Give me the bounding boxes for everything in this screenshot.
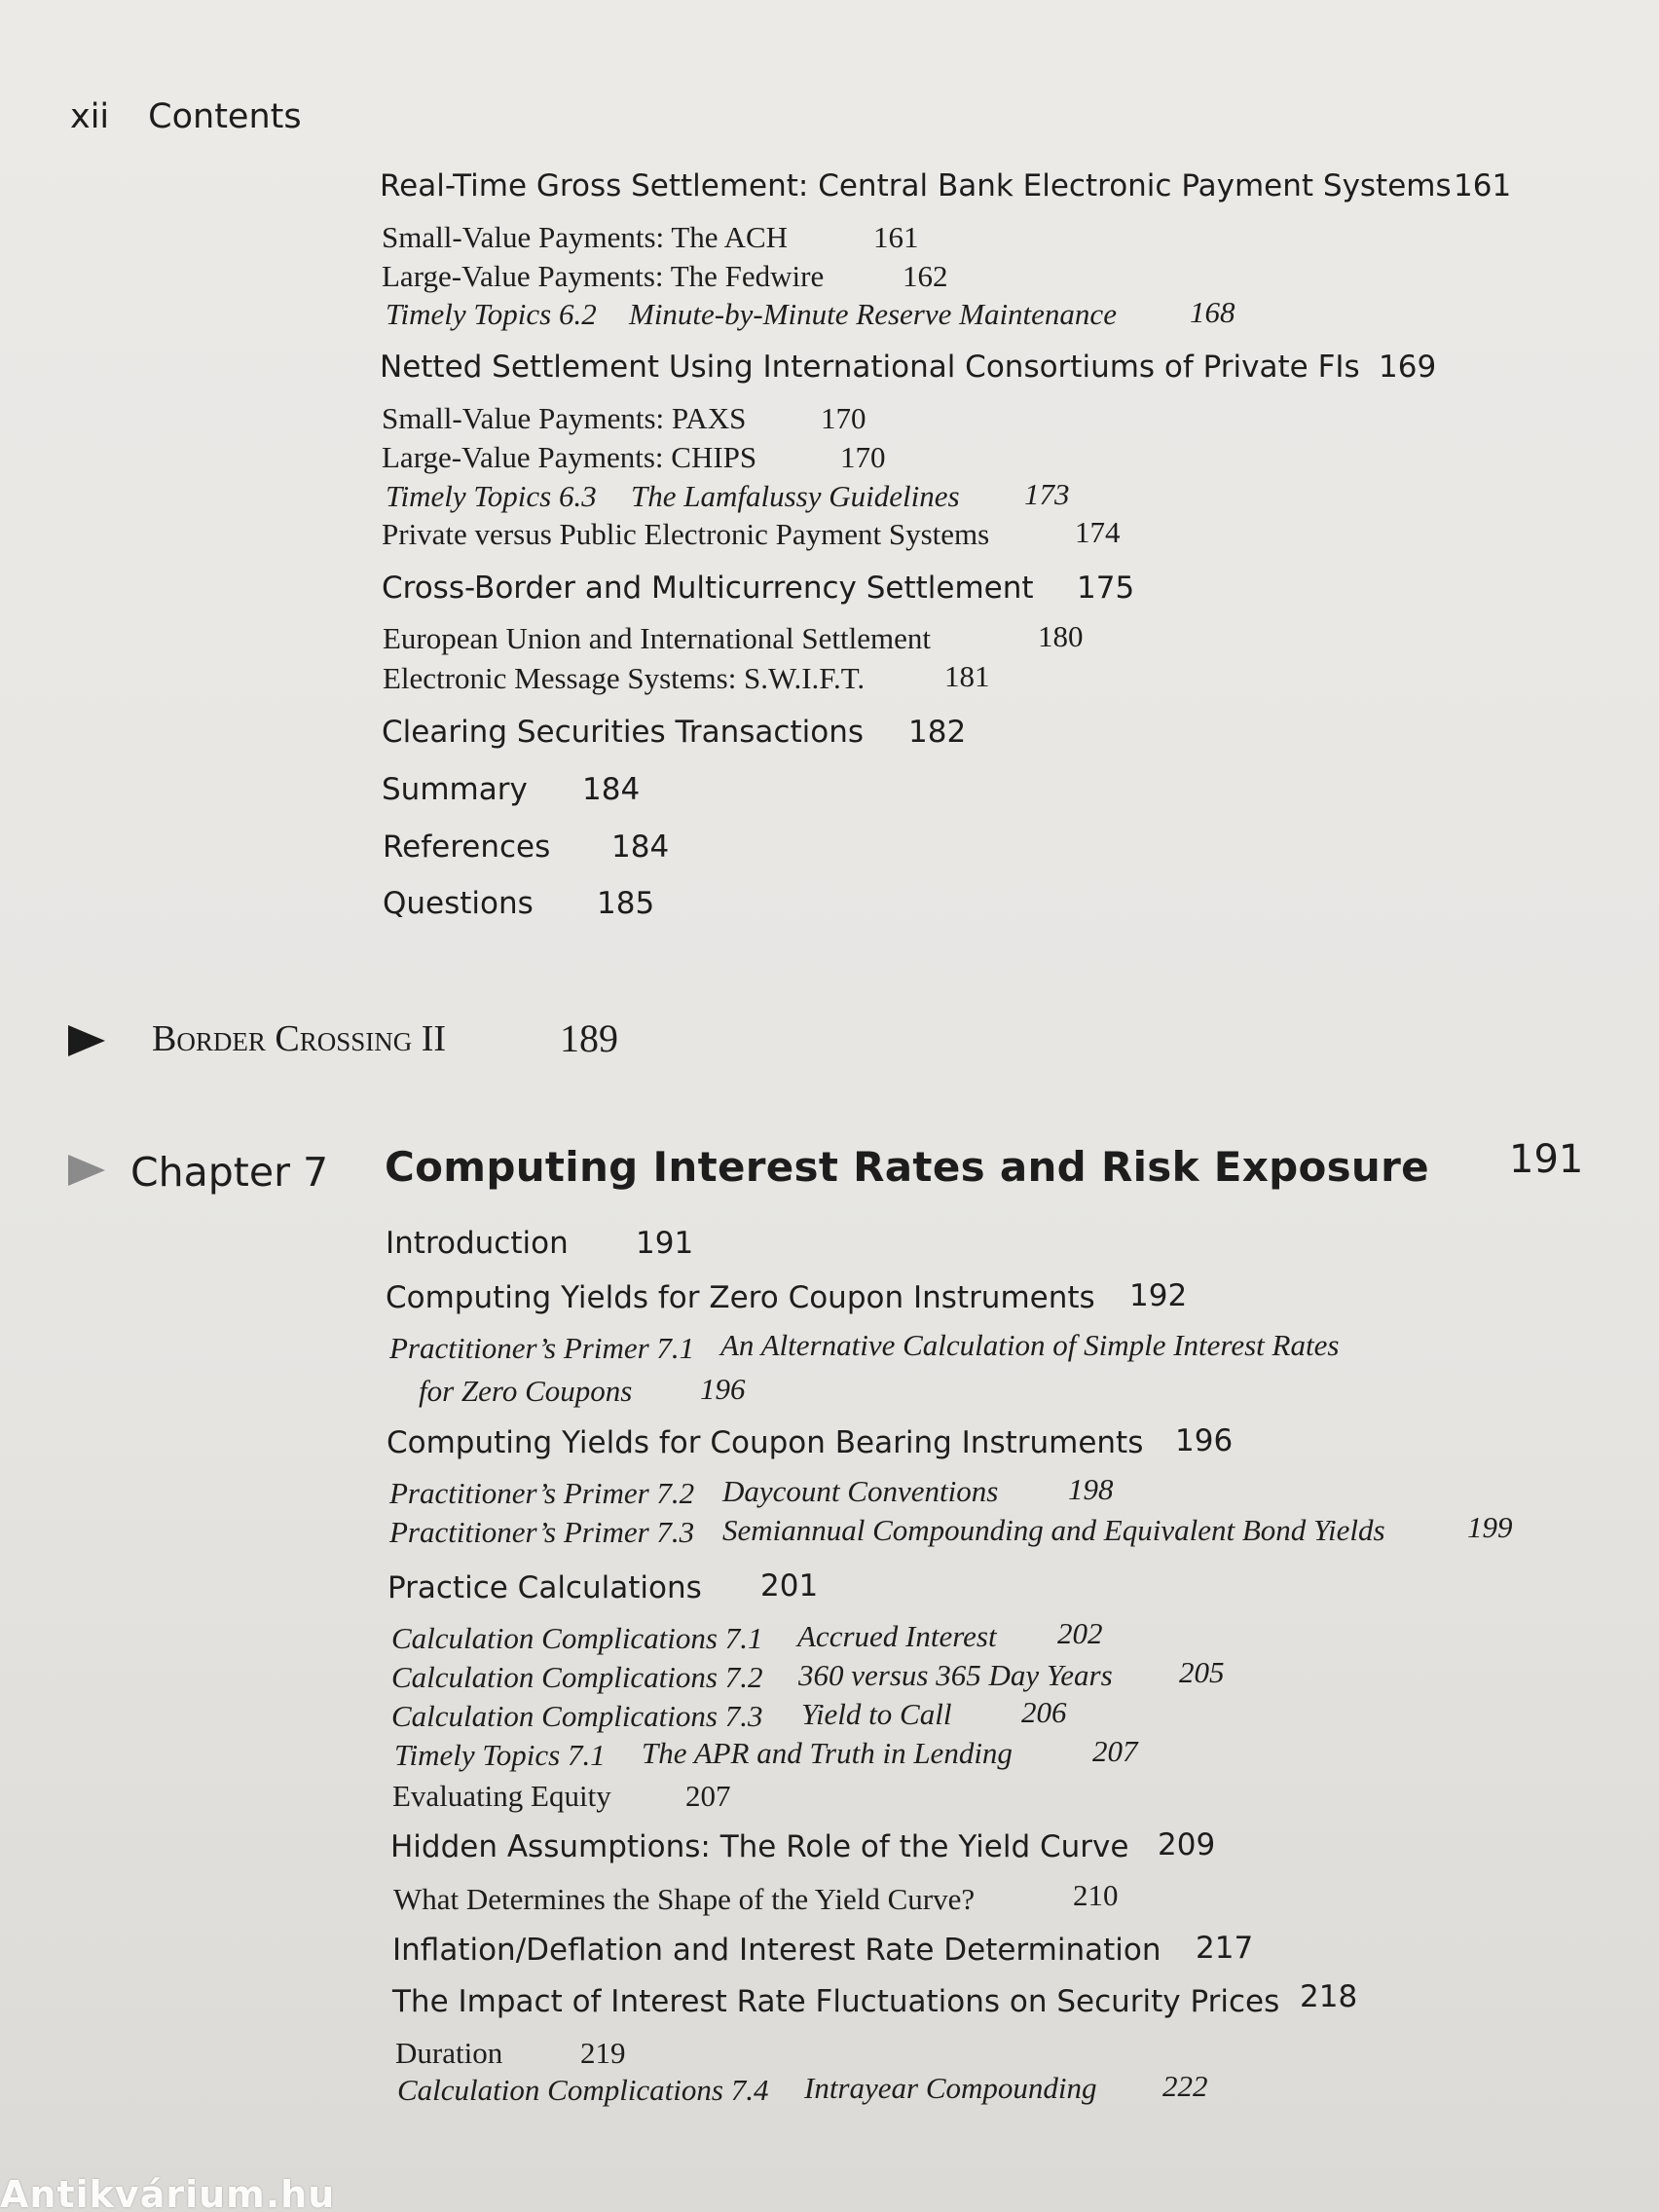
entry-page: 219 xyxy=(580,2036,626,2070)
feature-title: 360 versus 365 Day Years xyxy=(798,1658,1113,1692)
feature-title: Accrued Interest xyxy=(797,1619,997,1653)
entry-page: 192 xyxy=(1129,1278,1188,1313)
entry-label: References xyxy=(383,830,551,865)
feature-label: Calculation Complications 7.3 xyxy=(391,1699,763,1733)
entry-label: Computing Yields for Coupon Bearing Instruments xyxy=(387,1425,1144,1460)
entry-page: 207 xyxy=(685,1779,731,1813)
entry-page: 196 xyxy=(700,1372,746,1406)
entry-page: 184 xyxy=(582,772,641,807)
entry-page: 201 xyxy=(760,1568,819,1604)
entry-label: Questions xyxy=(383,886,534,921)
entry-label: Netted Settlement Using International Consortiums of Private FIs xyxy=(380,350,1360,385)
entry-label: Computing Yields for Zero Coupon Instruments xyxy=(386,1280,1095,1315)
chapter-page: 191 xyxy=(1509,1137,1584,1182)
toc-entry xyxy=(392,1984,1279,2019)
feature-label: Timely Topics 7.1 xyxy=(394,1738,606,1772)
feature-label: Calculation Complications 7.1 xyxy=(391,1621,763,1655)
entry-page: 168 xyxy=(1190,295,1235,329)
feature-title: Intrayear Compounding xyxy=(804,2071,1097,2105)
entry-label: Large-Value Payments: The Fedwire xyxy=(382,259,825,293)
toc-entry xyxy=(383,621,931,656)
toc-entry xyxy=(383,886,534,921)
toc-entry xyxy=(386,1226,569,1261)
toc-feature-entry xyxy=(397,2073,768,2108)
entry-page: 206 xyxy=(1021,1695,1067,1729)
entry-label: Hidden Assumptions: The Role of the Yield Curve xyxy=(390,1829,1129,1864)
toc-entry xyxy=(382,440,756,475)
toc-feature-entry xyxy=(389,1331,694,1366)
entry-label: Practice Calculations xyxy=(387,1570,702,1605)
toc-entry xyxy=(382,772,528,807)
entry-label: Clearing Securities Transactions xyxy=(382,715,865,750)
toc-entry xyxy=(382,517,989,552)
toc-entry xyxy=(382,715,864,750)
toc-feature-entry xyxy=(386,297,597,332)
page-number: xii xyxy=(70,97,110,136)
entry-page: 205 xyxy=(1179,1655,1225,1689)
toc-feature-entry xyxy=(391,1699,762,1734)
toc-entry xyxy=(382,401,746,436)
chapter-title: Computing Interest Rates and Risk Exposure xyxy=(385,1143,1429,1191)
feature-title: An Alternative Calculation of Simple Interest Rates xyxy=(720,1328,1340,1362)
toc-entry xyxy=(382,259,824,294)
feature-title: The APR and Truth in Lending xyxy=(642,1736,1013,1770)
running-head xyxy=(70,97,302,136)
entry-label: European Union and International Settlement xyxy=(383,621,931,655)
entry-page: 217 xyxy=(1196,1931,1254,1966)
entry-label: Inflation/Deflation and Interest Rate Determination xyxy=(392,1933,1161,1968)
toc-entry xyxy=(382,220,788,255)
entry-page: 209 xyxy=(1158,1827,1216,1862)
entry-page: 184 xyxy=(611,830,670,865)
feature-title: The Lamfalussy Guidelines xyxy=(631,479,960,513)
feature-label: Calculation Complications 7.4 xyxy=(397,2073,769,2107)
toc-entry xyxy=(392,1779,611,1814)
toc-entry xyxy=(393,1882,975,1917)
entry-label: Real-Time Gross Settlement: Central Bank Electronic Payment Systems xyxy=(380,168,1452,203)
entry-page: 170 xyxy=(821,401,866,435)
toc-entry xyxy=(395,2036,502,2071)
toc-feature-entry xyxy=(394,1738,606,1773)
toc-feature-entry xyxy=(389,1515,694,1550)
entry-page: 199 xyxy=(1467,1510,1513,1544)
feature-label: Timely Topics 6.3 xyxy=(386,479,597,513)
entry-label: Electronic Message Systems: S.W.I.F.T. xyxy=(383,661,866,695)
toc-entry xyxy=(380,168,1452,203)
entry-page: 218 xyxy=(1300,1979,1358,2014)
entry-page: 182 xyxy=(908,715,967,750)
entry-page: 180 xyxy=(1038,619,1084,653)
entry-page: 191 xyxy=(636,1226,694,1261)
entry-label: Summary xyxy=(382,772,528,807)
chapter-label: Chapter 7 xyxy=(130,1149,329,1196)
part-page: 189 xyxy=(560,1016,618,1060)
toc-entry xyxy=(390,1829,1128,1864)
entry-page: 222 xyxy=(1162,2069,1208,2103)
toc-feature-entry xyxy=(391,1621,762,1656)
feature-title-continued: for Zero Coupons xyxy=(419,1374,633,1408)
entry-label: The Impact of Interest Rate Fluctuations on Security Prices xyxy=(392,1984,1280,2019)
toc-entry xyxy=(383,830,550,865)
entry-label: Duration xyxy=(395,2036,503,2070)
feature-title: Minute-by-Minute Reserve Maintenance xyxy=(629,297,1117,331)
entry-page: 202 xyxy=(1057,1616,1103,1650)
toc-feature-entry xyxy=(391,1660,762,1695)
entry-page: 185 xyxy=(597,886,655,921)
entry-label: Private versus Public Electronic Payment Systems xyxy=(382,517,990,551)
toc-entry xyxy=(383,661,865,696)
entry-page: 175 xyxy=(1077,571,1135,606)
feature-label: Practitioner’s Primer 7.1 xyxy=(389,1331,695,1365)
entry-label: Evaluating Equity xyxy=(392,1779,611,1813)
entry-page: 198 xyxy=(1068,1472,1114,1506)
feature-label: Practitioner’s Primer 7.3 xyxy=(389,1515,695,1549)
watermark: Antikvárium.hu xyxy=(0,2173,336,2212)
entry-label: Small-Value Payments: PAXS xyxy=(382,401,747,435)
entry-page: 210 xyxy=(1073,1878,1119,1912)
toc-feature-entry xyxy=(386,479,597,514)
feature-label: Timely Topics 6.2 xyxy=(386,297,597,331)
entry-label: Cross-Border and Multicurrency Settlement xyxy=(382,571,1034,606)
arrow-bullet-icon xyxy=(68,1155,105,1186)
entry-label: Introduction xyxy=(386,1226,569,1261)
entry-label: What Determines the Shape of the Yield Curve? xyxy=(393,1882,976,1916)
entry-label: Small-Value Payments: The ACH xyxy=(382,220,789,254)
toc-entry xyxy=(387,1570,702,1605)
feature-label: Calculation Complications 7.2 xyxy=(391,1660,763,1694)
feature-title: Yield to Call xyxy=(801,1697,952,1731)
feature-title: Daycount Conventions xyxy=(722,1474,999,1508)
entry-page: 161 xyxy=(1454,168,1512,203)
entry-page: 173 xyxy=(1024,477,1070,511)
toc-feature-entry xyxy=(389,1476,694,1511)
entry-label: Large-Value Payments: CHIPS xyxy=(382,440,757,474)
entry-page: 174 xyxy=(1075,515,1121,549)
entry-page: 207 xyxy=(1092,1734,1138,1768)
feature-title: Semiannual Compounding and Equivalent Bond Yields xyxy=(722,1513,1385,1547)
entry-page: 162 xyxy=(903,259,948,293)
entry-page: 161 xyxy=(873,220,919,254)
toc-entry xyxy=(382,571,1034,606)
running-head-title: Contents xyxy=(148,97,302,136)
entry-page: 169 xyxy=(1379,350,1437,385)
toc-entry xyxy=(380,350,1360,385)
toc-entry xyxy=(387,1425,1143,1460)
part-label: Border Crossing II xyxy=(152,1018,447,1059)
toc-entry xyxy=(392,1933,1161,1968)
arrow-bullet-icon xyxy=(68,1025,105,1056)
entry-page: 196 xyxy=(1175,1423,1234,1458)
entry-page: 181 xyxy=(944,659,990,693)
entry-page: 170 xyxy=(840,440,886,474)
toc-entry xyxy=(386,1280,1095,1315)
feature-label: Practitioner’s Primer 7.2 xyxy=(389,1476,695,1510)
